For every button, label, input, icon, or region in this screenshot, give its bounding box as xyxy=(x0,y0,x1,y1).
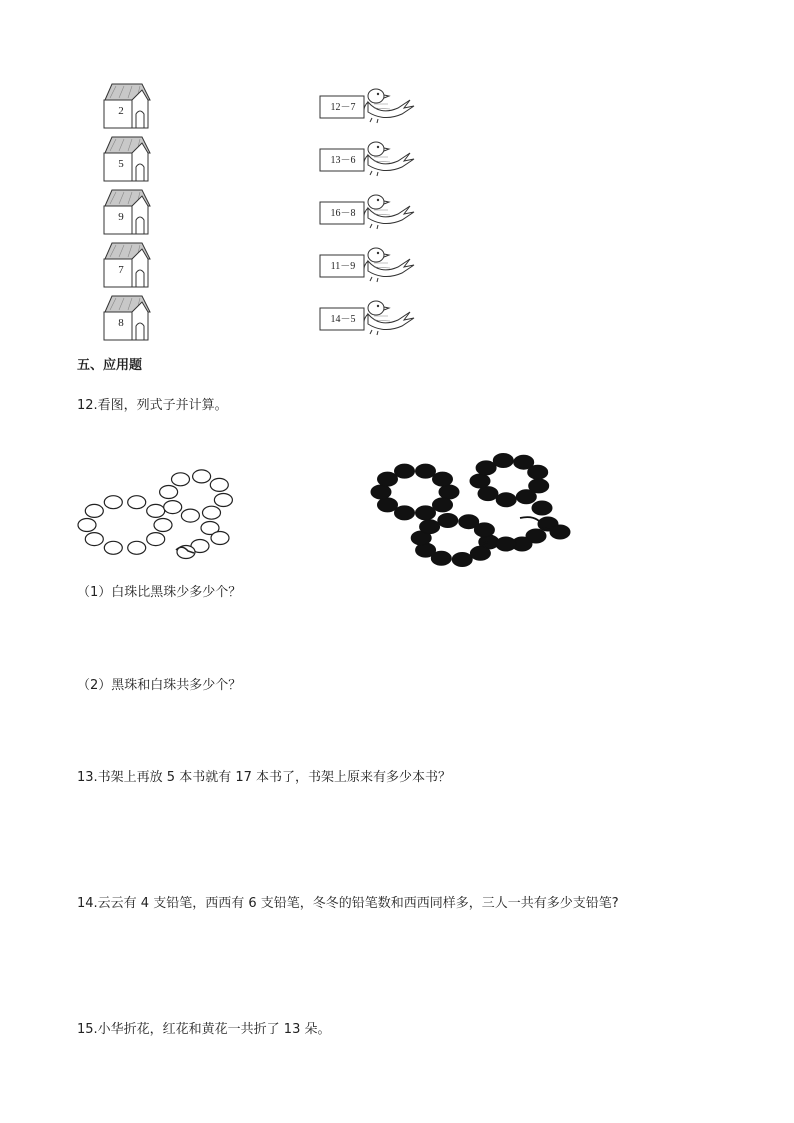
question-14: 14.云云有 4 支铅笔，西西有 6 支铅笔，冬冬的铅笔数和西西同样多，三人一共有多少支铅笔? xyxy=(77,896,619,911)
subtraction-expression: 14－5 xyxy=(330,314,356,325)
black-bead xyxy=(416,506,436,520)
black-bead xyxy=(493,454,513,468)
white-beads xyxy=(78,470,232,559)
black-bead xyxy=(378,498,398,512)
black-bead xyxy=(395,464,415,478)
subtraction-expression: 16－8 xyxy=(330,208,356,219)
question-13: 13.书架上再放 5 本书就有 17 本书了，书架上原来有多少本书？ xyxy=(77,770,452,785)
bird-card xyxy=(318,135,418,179)
question-12-1: （1）白珠比黑珠少多少个？ xyxy=(77,585,242,600)
bird-card xyxy=(318,294,418,338)
house-number: 8 xyxy=(118,317,124,329)
question-15: 15.小华折花，红花和黄花一共折了 13 朵。 xyxy=(77,1022,331,1037)
house-number: 2 xyxy=(118,105,124,117)
black-bead xyxy=(378,472,398,486)
black-bead xyxy=(395,506,415,520)
bird-card xyxy=(318,241,418,285)
black-bead xyxy=(371,485,391,499)
white-bead xyxy=(78,519,96,532)
house xyxy=(102,188,152,236)
black-bead xyxy=(496,537,516,551)
white-bead xyxy=(104,541,122,554)
white-bead xyxy=(147,504,165,517)
white-bead xyxy=(160,486,178,499)
white-bead xyxy=(210,478,228,491)
white-bead xyxy=(128,541,146,554)
bird-card xyxy=(318,82,418,126)
black-bead xyxy=(516,490,536,504)
black-bead xyxy=(416,464,436,478)
subtraction-expression: 11－9 xyxy=(330,261,356,272)
bird-card xyxy=(318,188,418,232)
white-bead xyxy=(104,496,122,509)
black-bead xyxy=(476,461,496,475)
house-number: 9 xyxy=(118,211,124,223)
white-bead xyxy=(154,519,172,532)
section-title: 五、应用题 xyxy=(77,358,143,373)
white-bead xyxy=(85,533,103,546)
question-12-2: （2）黑珠和白珠共多少个？ xyxy=(77,678,242,693)
black-bead xyxy=(532,501,552,515)
subtraction-expression: 12－7 xyxy=(330,102,356,113)
black-bead xyxy=(433,498,453,512)
white-bead xyxy=(181,509,199,522)
black-bead xyxy=(420,520,440,534)
white-bead xyxy=(85,504,103,517)
house xyxy=(102,135,152,183)
black-bead xyxy=(452,553,472,567)
black-beads xyxy=(371,454,570,567)
house xyxy=(102,294,152,342)
house-number: 5 xyxy=(118,158,124,170)
black-bead xyxy=(478,487,498,501)
white-bead xyxy=(172,473,190,486)
black-bead xyxy=(528,465,548,479)
house xyxy=(102,241,152,289)
black-bead xyxy=(439,485,459,499)
house-number: 7 xyxy=(118,264,124,276)
white-bead xyxy=(211,532,229,545)
white-bead xyxy=(128,496,146,509)
subtraction-expression: 13－6 xyxy=(330,155,356,166)
black-bead xyxy=(474,523,494,537)
black-bead xyxy=(438,514,458,528)
white-bead xyxy=(214,494,232,507)
white-bead xyxy=(147,533,165,546)
white-bead xyxy=(203,506,221,519)
white-bead xyxy=(193,470,211,483)
beads-illustration xyxy=(70,440,590,580)
white-bead xyxy=(164,501,182,514)
black-bead xyxy=(470,474,490,488)
black-bead xyxy=(550,525,570,539)
black-bead xyxy=(496,493,516,507)
house xyxy=(102,82,152,130)
question-12: 12.看图，列式子并计算。 xyxy=(77,398,228,413)
black-bead xyxy=(433,472,453,486)
